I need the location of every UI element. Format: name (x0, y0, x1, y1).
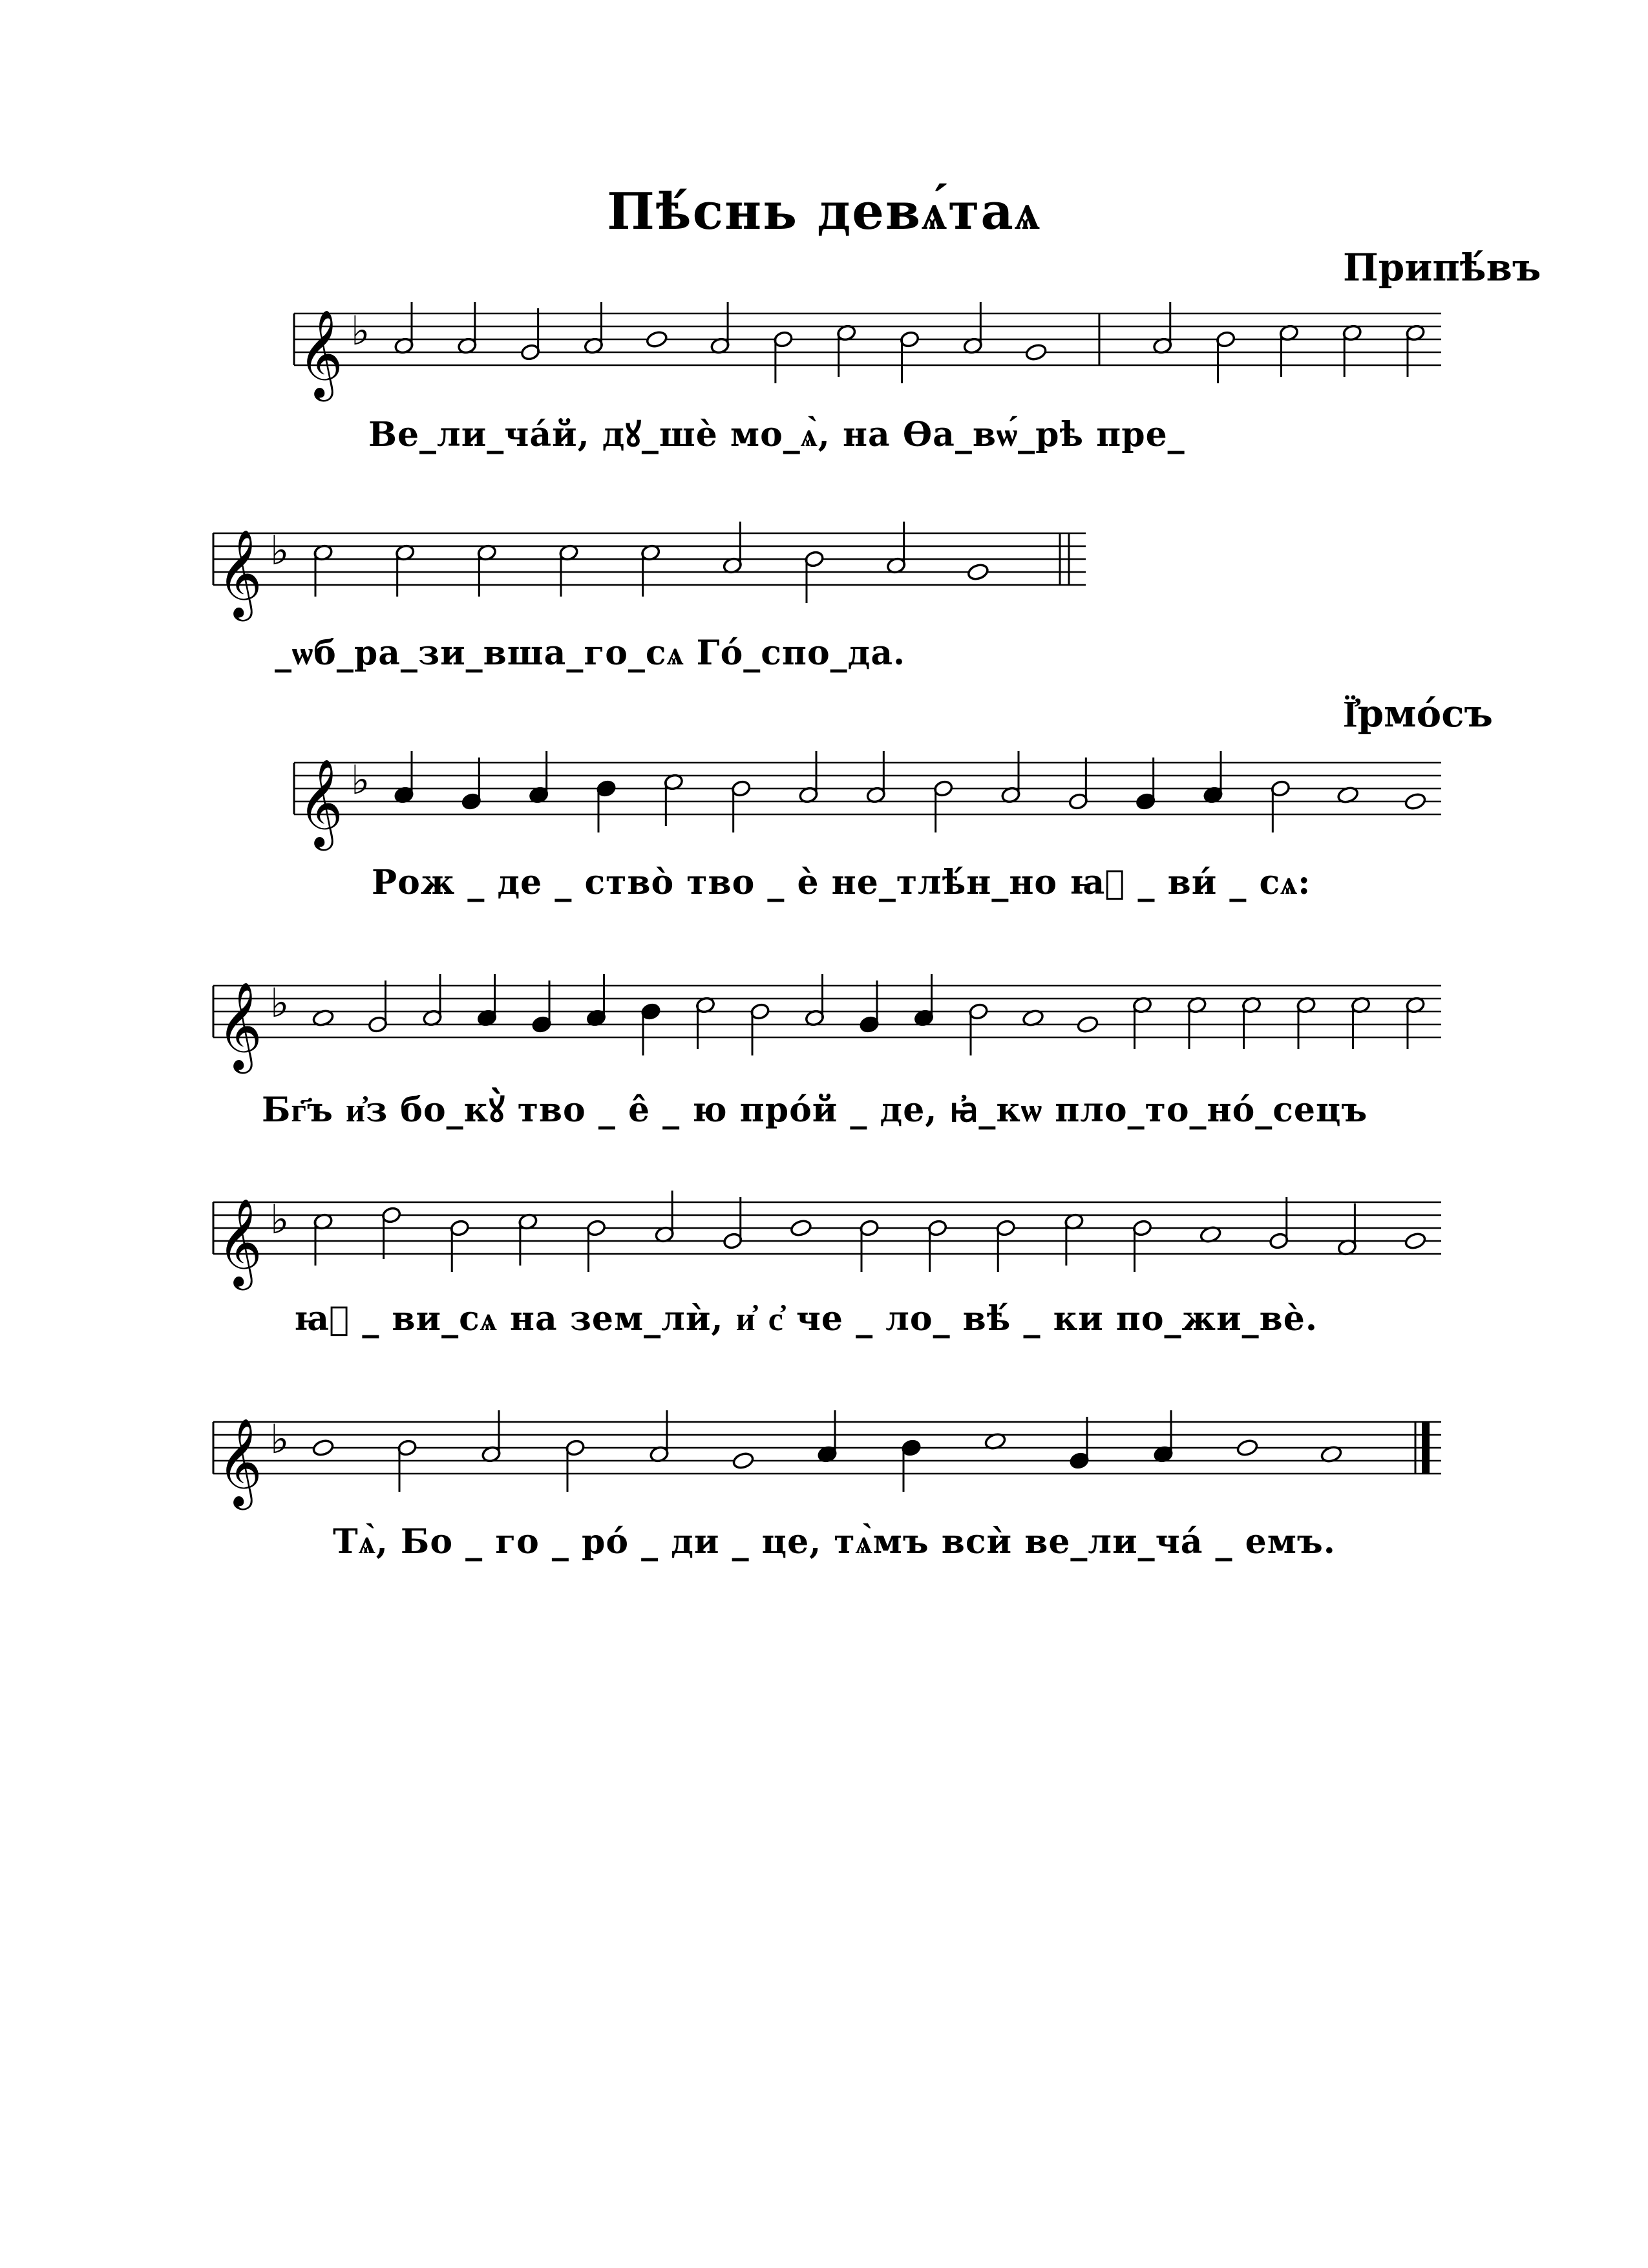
lyrics-line-4: Бг҃ъ и҆з бо_кꙋ̀ тво _ е̂ _ ю про́й _ де, ꙗ҆_кѡ пло_то_но́_сецъ (262, 1090, 1368, 1130)
final-barline (1422, 1422, 1430, 1474)
treble-clef-icon: 𝄞 (298, 758, 343, 847)
note-head (1236, 1438, 1258, 1457)
lyrics-line-6: Тѧ̀, Бо _ го _ ро́ _ ди _ це, тѧ̀мъ всѝ ве_ли_ча́ _ емъ. (333, 1522, 1336, 1562)
note-head (967, 562, 989, 581)
lyrics-line-3: Рож _ де _ ство̀ тво _ ѐ не_тлѣ́н_но ꙗ҆ _ ви́ _ сѧ: (372, 863, 1311, 902)
note-head (1076, 1015, 1099, 1033)
section-label-irmos: Ї҆рмо́съ (1343, 692, 1493, 736)
treble-clef-icon: 𝄞 (217, 980, 262, 1070)
key-signature-flat-icon: ♭ (270, 979, 290, 1026)
lyrics-line-1: Ве_ли_ча́й, дꙋ_шѐ мо_ѧ̀, на Ѳа_вѡ́_рѣ пре_ (368, 415, 1185, 454)
key-signature-flat-icon: ♭ (270, 1196, 290, 1243)
treble-clef-icon: 𝄞 (217, 1417, 262, 1506)
note-head (732, 1451, 754, 1470)
key-signature-flat-icon: ♭ (270, 1415, 290, 1463)
key-signature-flat-icon: ♭ (351, 756, 370, 803)
note-head (312, 1438, 334, 1457)
treble-clef-icon: 𝄞 (217, 1197, 262, 1286)
lyrics-line-5: ꙗ҆ _ ви_сѧ на зем_лѝ, и҆ с҆ че _ ло_ вѣ́ _ ки по_жи_вѐ. (294, 1299, 1318, 1339)
note-head (790, 1218, 812, 1237)
key-signature-flat-icon: ♭ (270, 527, 290, 574)
key-signature-flat-icon: ♭ (351, 307, 370, 354)
section-label-refrain: Припѣ́въ (1343, 246, 1541, 290)
note-head (1025, 343, 1048, 361)
page-title: Пѣ́снь девѧ́таѧ (607, 182, 1041, 241)
treble-clef-icon: 𝄞 (298, 308, 343, 397)
note-head (1404, 1231, 1426, 1250)
treble-clef-icon: 𝄞 (217, 528, 262, 617)
note-head (646, 330, 668, 348)
lyrics-line-2: _ѡб_ра_зи_вша_го_сѧ Го́_спо_да. (275, 633, 906, 673)
note-head (1404, 792, 1426, 811)
